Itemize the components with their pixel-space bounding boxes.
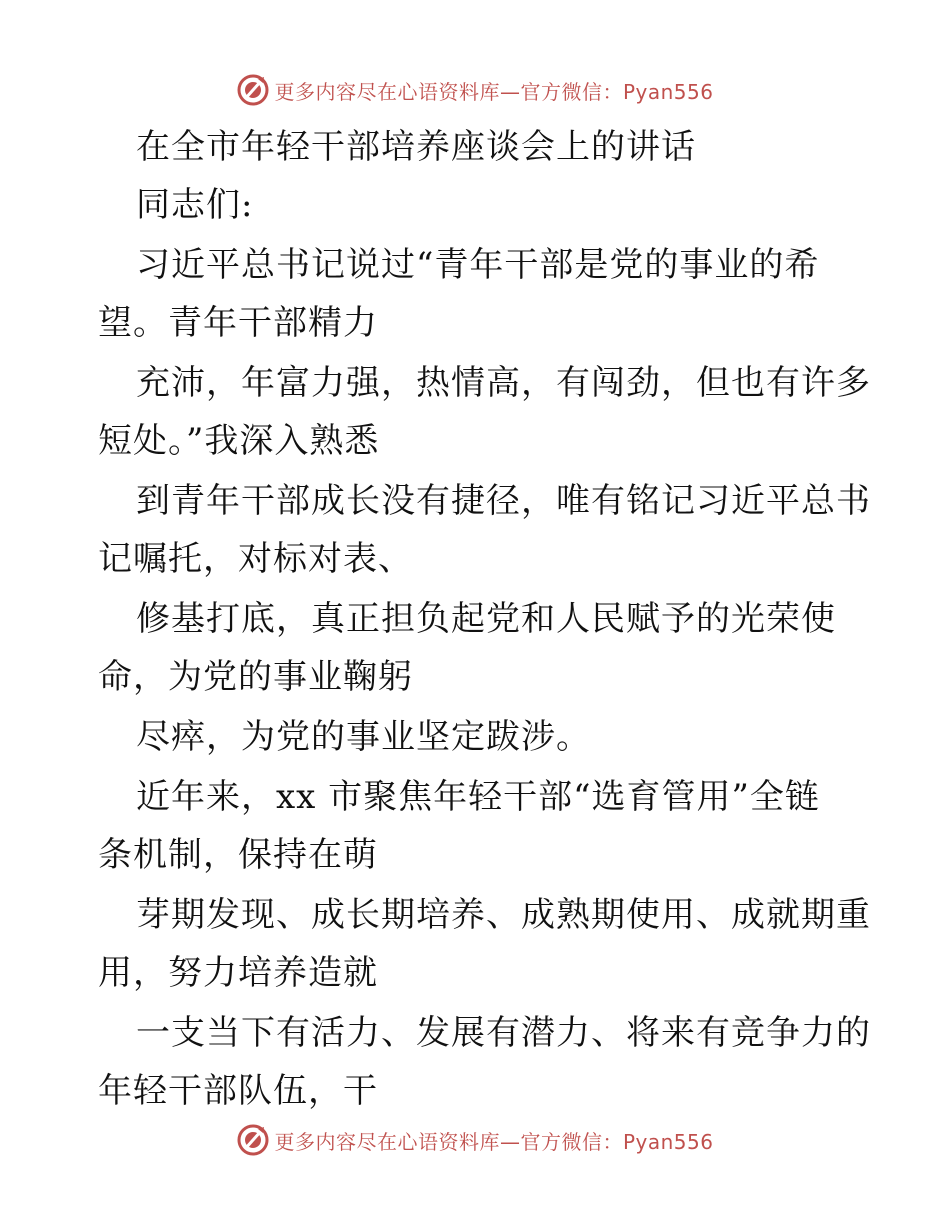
paragraph-line: 年轻干部队伍，干 <box>98 1071 378 1111</box>
footer-watermark-banner <box>0 1120 950 1160</box>
paragraph-line: 条机制，保持在萌 <box>98 835 378 875</box>
paragraph-line: 用，努力培养造就 <box>98 953 378 993</box>
paragraph-line: 习近平总书记说过“青年干部是党的事业的希 <box>136 245 820 285</box>
paragraph-line: 芽期发现、成长期培养、成熟期使用、成就期重 <box>136 895 871 935</box>
paragraph-line: 修基打底，真正担负起党和人民赋予的光荣使 <box>136 599 836 639</box>
brand-logo-icon <box>236 73 270 107</box>
banner-text: 更多内容尽在心语资料库—官方微信：Pyan556 <box>274 79 714 104</box>
header-watermark-banner <box>0 70 950 110</box>
banner-text: 更多内容尽在心语资料库—官方微信：Pyan556 <box>274 1129 714 1154</box>
paragraph-line: 记嘱托，对标对表、 <box>98 539 413 579</box>
document-title: 在全市年轻干部培养座谈会上的讲话 <box>136 127 696 167</box>
paragraph-line: 近年来，xx 市聚焦年轻干部“选育管用”全链 <box>136 777 820 817</box>
paragraph-line: 到青年干部成长没有捷径，唯有铭记习近平总书 <box>136 481 871 521</box>
paragraph-line: 短处。”我深入熟悉 <box>98 421 380 461</box>
paragraph-line: 一支当下有活力、发展有潜力、将来有竞争力的 <box>136 1013 871 1053</box>
paragraph-line: 命，为党的事业鞠躬 <box>98 657 413 697</box>
paragraph-line: 尽瘁，为党的事业坚定跋涉。 <box>136 717 591 757</box>
paragraph-line: 望。青年干部精力 <box>98 303 378 343</box>
brand-logo-icon <box>236 1123 270 1157</box>
salutation: 同志们: <box>136 185 254 225</box>
paragraph-line: 充沛，年富力强，热情高，有闯劲，但也有许多 <box>136 363 871 403</box>
